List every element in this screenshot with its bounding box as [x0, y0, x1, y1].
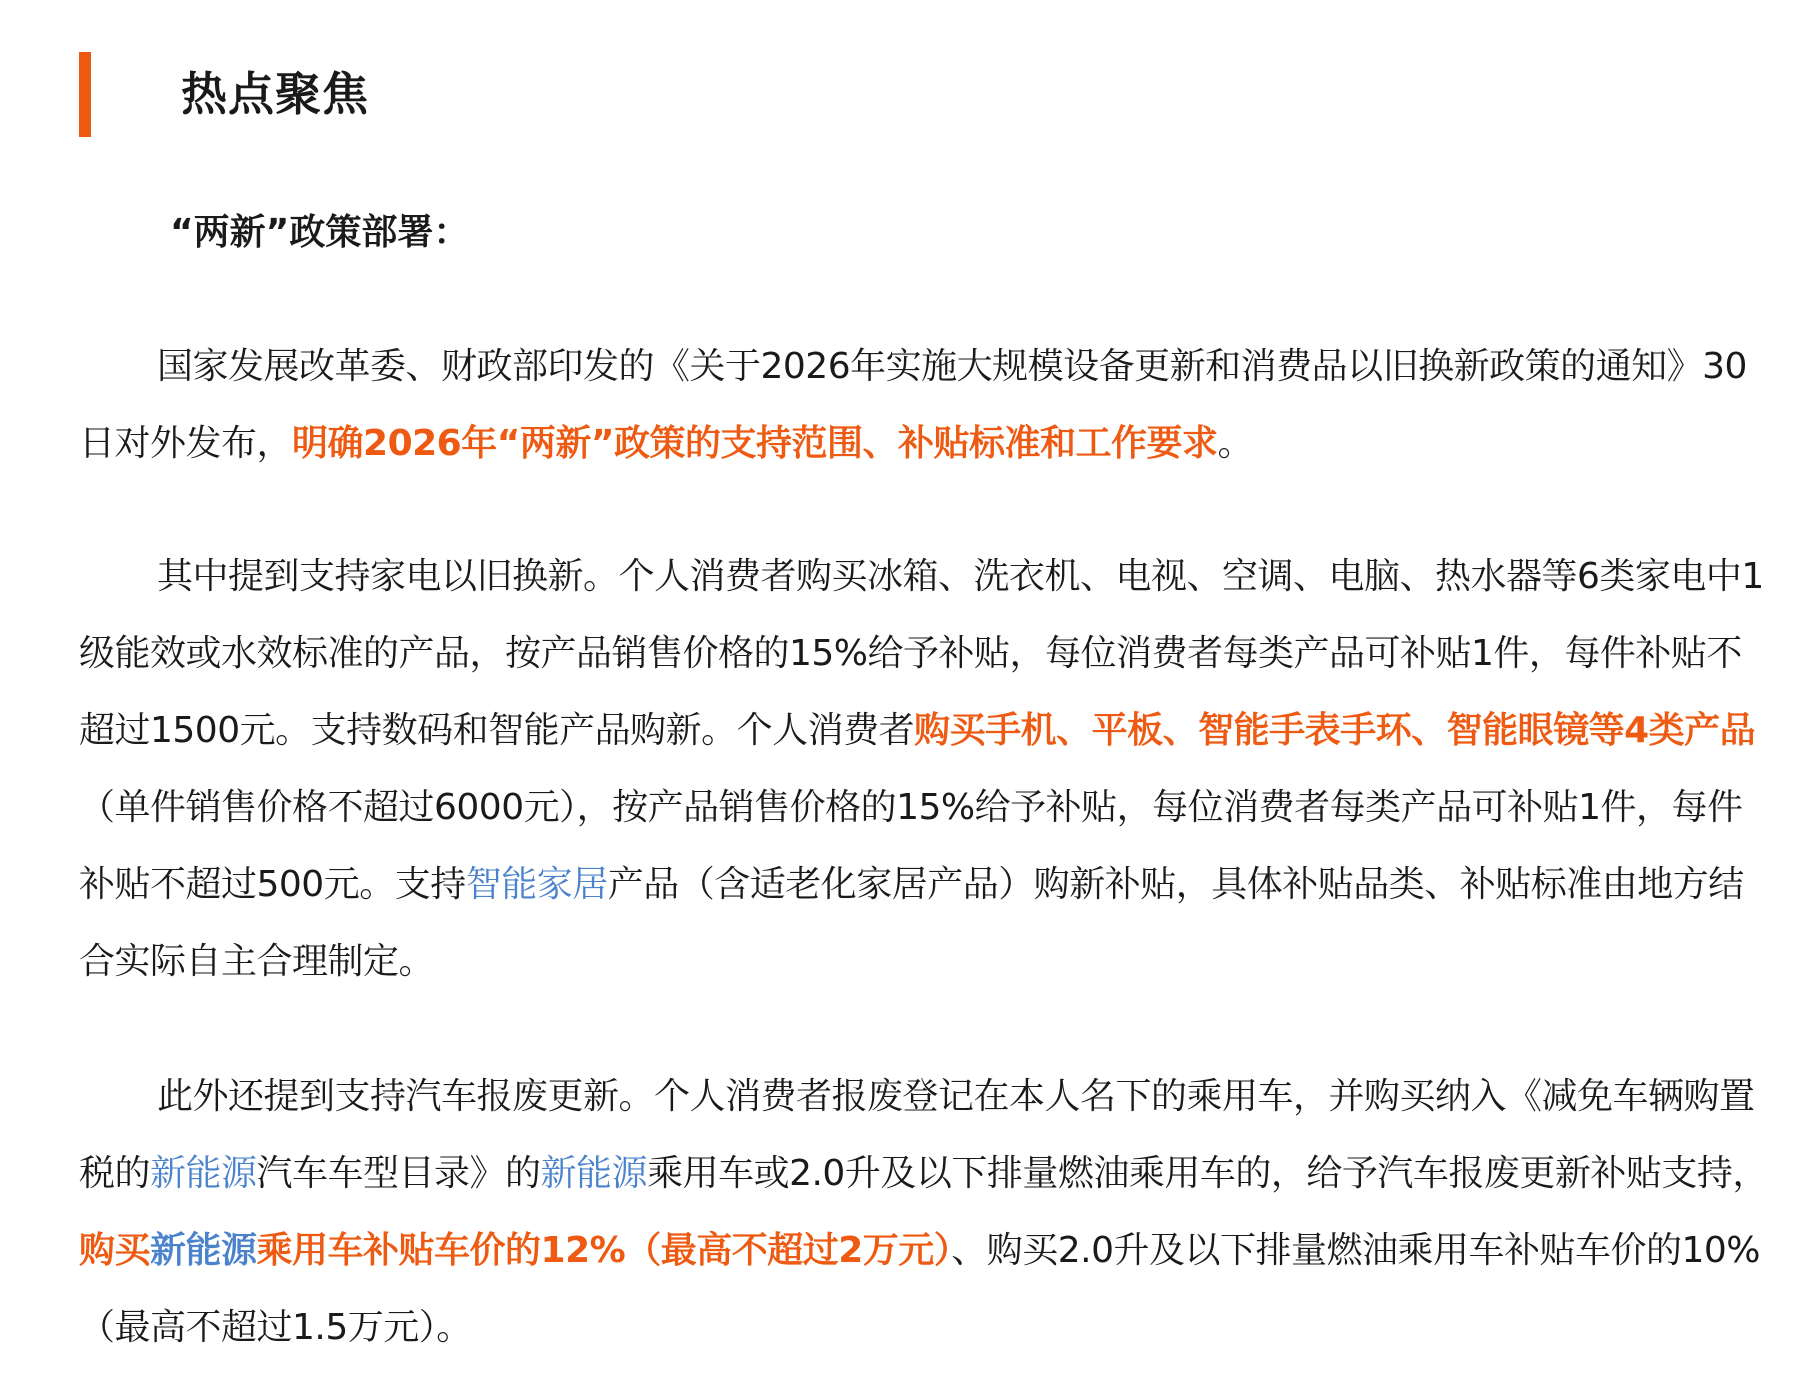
paragraph-2-highlight: 购买手机、平板、智能手表手环、智能眼镜等4类产品 [914, 710, 1756, 751]
paragraph-3-text: 乘用车或2.0升及以下排量燃油乘用车的，给予汽车报废更新补贴支持， [647, 1153, 1768, 1194]
paragraph-3-text: 、购买2.0升及以下排量燃油乘用车补贴车价的10%（最高不超过1.5万元）。 [79, 1230, 1761, 1348]
section-title: 热点聚焦 [181, 67, 369, 121]
paragraph-1 [79, 328, 1769, 482]
paragraph-1-text: 国家发展改革委、财政部印发的《关于2026年实施大规模设备更新和消费品以旧换新政策的通知》30日对外发布， [79, 346, 1747, 464]
policy-subtitle: “两新”政策部署： [170, 212, 470, 253]
paragraph-2 [79, 538, 1769, 1000]
smart-home-link[interactable]: 智能家居 [465, 864, 608, 905]
paragraph-3-highlight: 购买 [79, 1230, 151, 1271]
paragraph-1-highlight: 明确2026年“两新”政策的支持范围、补贴标准和工作要求 [292, 423, 1218, 464]
paragraph-2-text: （单件销售价格不超过6000元），按产品销售价格的15%给予补贴，每位消费者每类产品可补贴1件，每件补贴不超过500元。支持 [79, 787, 1743, 905]
section-accent-bar [79, 52, 91, 137]
paragraph-1-text: 。 [1217, 423, 1254, 464]
paragraph-3-highlight: 乘用车补贴车价的12%（最高不超过2万元） [256, 1230, 952, 1271]
new-energy-link[interactable]: 新能源 [540, 1153, 648, 1194]
paragraph-3-text: 此外还提到支持汽车报废更新。个人消费者报废登记在本人名下的乘用车，并购买纳入《减免车辆购置税的 [79, 1076, 1755, 1194]
new-energy-link[interactable]: 新能源 [150, 1153, 257, 1194]
new-energy-link[interactable]: 新能源 [150, 1230, 257, 1271]
paragraph-2-text: 产品（含适老化家居产品）购新补贴，具体补贴品类、补贴标准由地方结合实际自主合理制定。 [79, 864, 1744, 982]
paragraph-3-text: 汽车车型目录》的 [256, 1153, 541, 1194]
paragraph-2-text: 其中提到支持家电以旧换新。个人消费者购买冰箱、洗衣机、电视、空调、电脑、热水器等6类家电中1级能效或水效标准的产品，按产品销售价格的15%给予补贴，每位消费者每类产品可补贴1件，每件补贴不超过1500元。支持数码和智能产品购新。个人消费者 [79, 556, 1764, 751]
paragraph-3 [79, 1058, 1769, 1366]
